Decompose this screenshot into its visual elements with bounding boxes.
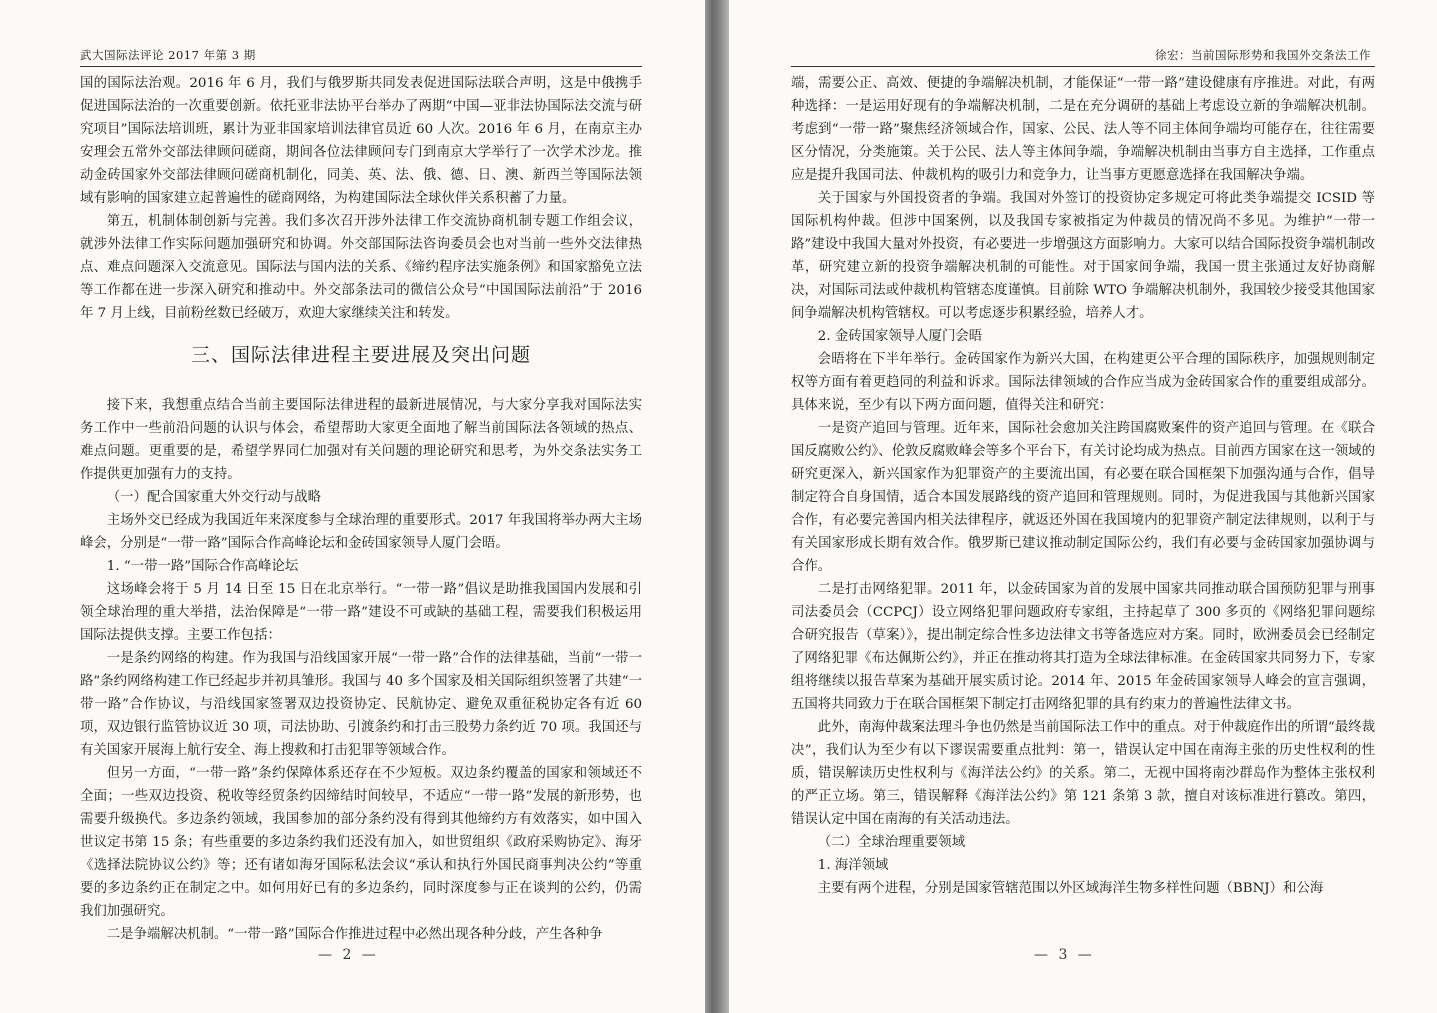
body-paragraph: 但另一方面，“一带一路”条约保障体系还存在不少短板。双边条约覆盖的国家和领域还不全面；一些双边投资、税收等经贸条约因缔结时间较早，不适应“一带一路”发展的新形势，也需要升级换代。多边条约领域，我国参加的部分条约没有得到其他缔约方有效落实，如中国入世议定书第 15 条；有些重要的多边条约我们还没有加入，如世贸组织《政府采购协定》、海牙《选择法院协议公约》等；还有诸如海牙国际私法会议“承认和执行外国民商事判决公约”等重要的多边条约正在制定之中。如何用好已有的多边条约，同时深度参与正在谈判的公约，仍需我们加强研究。 <box>80 766 642 919</box>
header-rule <box>80 66 642 67</box>
body-paragraph: 端，需要公正、高效、便捷的争端解决机制，才能保证“一带一路”建设健康有序推进。对此，有两种选择：一是运用好现有的争端解决机制，二是在充分调研的基础上考虑设立新的争端解决机制。考虑到“一带一路”聚焦经济领域合作，国家、公民、法人等不同主体间争端均可能存在，往往需要区分情况，分类施策。关于公民、法人等主体间争端，争端解决机制由当事方自主选择，工作重点应是提升我国司法、仲裁机构的吸引力和竞争力，让当事方更愿意选择在我国解决争端。 <box>791 76 1375 183</box>
body-paragraph: 此外，南海仲裁案法理斗争也仍然是当前国际法工作中的重点。对于仲裁庭作出的所谓“最终裁决”，我们认为至少有以下谬误需要重点批判：第一，错误认定中国在南海主张的历史性权利的性质，错误解读历史性权利与《海洋法公约》的关系。第二，无视中国将南沙群岛作为整体主张权利的严正立场。第三，错误解释《海洋法公约》第 121 条第 3 款，擅自对该标准进行篡改。第四，错误认定中国在南海的有关活动违法。 <box>791 720 1375 827</box>
subsection-heading: （一）配合国家重大外交行动与战略 <box>106 490 322 505</box>
page-body <box>791 72 1375 900</box>
subsection-heading: 1. “一带一路”国际合作高峰论坛 <box>106 559 299 574</box>
page-body <box>80 72 642 946</box>
subsection-heading: （二）全球治理重要领域 <box>817 835 966 850</box>
page-number: — 3 — <box>1034 947 1095 963</box>
page-number: — 2 — <box>318 947 379 963</box>
body-paragraph: 会晤将在下半年举行。金砖国家作为新兴大国，在构建更公平合理的国际秩序，加强规则制定权等方面有着更趋同的利益和诉求。国际法律领域的合作应当成为金砖国家合作的重要组成部分。具体来说，至少有以下两方面问题，值得关注和研究： <box>791 352 1375 413</box>
body-paragraph: 二是打击网络犯罪。2011 年，以金砖国家为首的发展中国家共同推动联合国预防犯罪与刑事司法委员会（CCPCJ）设立网络犯罪问题政府专家组，主持起草了 300 多页的《网络犯罪问题综合研究报告（草案）》，提出制定综合性多边法律文书等备选应对方案。同时，欧洲委员会已经制定了网络犯罪《布达佩斯公约》，并正在推动将其打造为全球法律标准。在金砖国家共同努力下，专家组将继续以报告草案为基础开展实质讨论。2014 年、2015 年金砖国家领导人峰会的宣言强调，五国将共同致力于在联合国框架下制定打击网络犯罪的具有约束力的普遍性法律文书。 <box>791 582 1375 712</box>
body-paragraph: 关于国家与外国投资者的争端。我国对外签订的投资协定多规定可将此类争端提交 ICSID 等国际机构仲裁。但涉中国案例，以及我国专家被指定为仲裁员的情况尚不多见。为维护“一带一路”建设中我国大量对外投资，有必要进一步增强这方面影响力。大家可以结合国际投资争端机制改革，研究建立新的投资争端解决机制的可能性。对于国家间争端，我国一贯主张通过友好协商解决，对国际司法或仲裁机构管辖态度谨慎。目前除 WTO 争端解决机制外，我国较少接受其他国家间争端解决机构管辖权。可以考虑逐步积累经验，培养人才。 <box>791 191 1375 321</box>
body-paragraph: 国的国际法治观。2016 年 6 月，我们与俄罗斯共同发表促进国际法联合声明，这是中俄携手促进国际法治的一次重要创新。依托亚非法协平台举办了两期“中国—亚非法协国际法交流与研究项目”国际法培训班，累计为亚非国家培训法律官员近 60 人次。2016 年 6 月，在南京主办安理会五常外交部法律顾问磋商，期间各位法律顾问专门到南京大学举行了一次学术沙龙。推动金砖国家外交部法律顾问磋商机制化，同美、英、法、俄、德、日、澳、新西兰等国际法领域有影响的国家建立起普遍性的磋商网络，为构建国际法全球伙伴关系积蓄了力量。 <box>80 76 642 206</box>
body-paragraph: 主要有两个进程，分别是国家管辖范围以外区域海洋生物多样性问题（BBNJ）和公海 <box>817 881 1324 896</box>
body-paragraph: 一是条约网络的构建。作为我国与沿线国家开展“一带一路”合作的法律基础，当前“一带一路”条约网络构建工作已经起步并初具雏形。我国与 40 多个国家及相关国际组织签署了共建“一带一路”合作协议，与沿线国家签署双边投资协定、民航协定、避免双重征税协定各有近 60 项，双边银行监管协议近 30 项，司法协助、引渡条约和打击三股势力条约近 70 项。我国还与有关国家开展海上航行安全、海上搜救和打击犯罪等领域合作。 <box>80 651 642 758</box>
running-head: 武大国际法评论 2017 年第 3 期 <box>80 48 256 62</box>
body-paragraph: 接下来，我想重点结合当前主要国际法律进程的最新进展情况，与大家分享我对国际法实务工作中一些前沿问题的认识与体会，希望帮助大家更全面地了解当前国际法各领域的热点、难点问题。更重要的是，希望学界同仁加强对有关问题的理论研究和思考，为外交条法实务工作提供更加强有力的支持。 <box>80 398 642 482</box>
right-page <box>729 0 1437 1013</box>
header-rule <box>791 66 1375 67</box>
body-paragraph: 二是争端解决机制。“一带一路”国际合作推进过程中必然出现各种分歧，产生各种争 <box>106 927 603 942</box>
left-page <box>0 0 705 1013</box>
section-heading: 三、国际法律进程主要进展及突出问题 <box>190 344 531 366</box>
subsection-heading: 1. 海洋领域 <box>817 858 889 873</box>
body-paragraph: 第五，机制体制创新与完善。我们多次召开涉外法律工作交流协商机制专题工作组会议，就涉外法律工作实际问题加强研究和协调。外交部国际法咨询委员会也对当前一些外交法律热点、难点问题深入交流意见。国际法与国内法的关系、《缔约程序法实施条例》和国家豁免立法等工作都在进一步深入研究和推动中。外交部条法司的微信公众号“中国国际法前沿”于 2016 年 7 月上线，目前粉丝数已经破万，欢迎大家继续关注和转发。 <box>80 214 642 321</box>
subsection-heading: 2. 金砖国家领导人厦门会晤 <box>817 329 983 344</box>
body-paragraph: 主场外交已经成为我国近年来深度参与全球治理的重要形式。2017 年我国将举办两大主场峰会，分别是“一带一路”国际合作高峰论坛和金砖国家领导人厦门会晤。 <box>80 513 642 551</box>
body-paragraph: 一是资产追回与管理。近年来，国际社会愈加关注跨国腐败案件的资产追回与管理。在《联合国反腐败公约》、伦敦反腐败峰会等多个平台下，有关讨论均成为热点。目前西方国家在这一领域的研究更深入，新兴国家作为犯罪资产的主要流出国，有必要在联合国框架下加强沟通与合作，倡导制定符合自身国情，适合本国发展路线的资产追回和管理规则。同时，为促进我国与其他新兴国家合作，有必要完善国内相关法律程序，就返还外国在我国境内的犯罪资产制定法律规则，以利于与有关国家形成长期有效合作。俄罗斯已建议推动制定国际公约，我们有必要与金砖国家加强协调与合作。 <box>791 421 1375 574</box>
running-head: 徐宏：当前国际形势和我国外交条法工作 <box>1155 48 1371 62</box>
book-gutter <box>705 0 729 1013</box>
body-paragraph: 这场峰会将于 5 月 14 日至 15 日在北京举行。“一带一路”倡议是助推我国国内发展和引领全球治理的重大举措，法治保障是“一带一路”建设不可或缺的基础工程，需要我们积极运用国际法提供支撑。主要工作包括： <box>80 582 642 643</box>
